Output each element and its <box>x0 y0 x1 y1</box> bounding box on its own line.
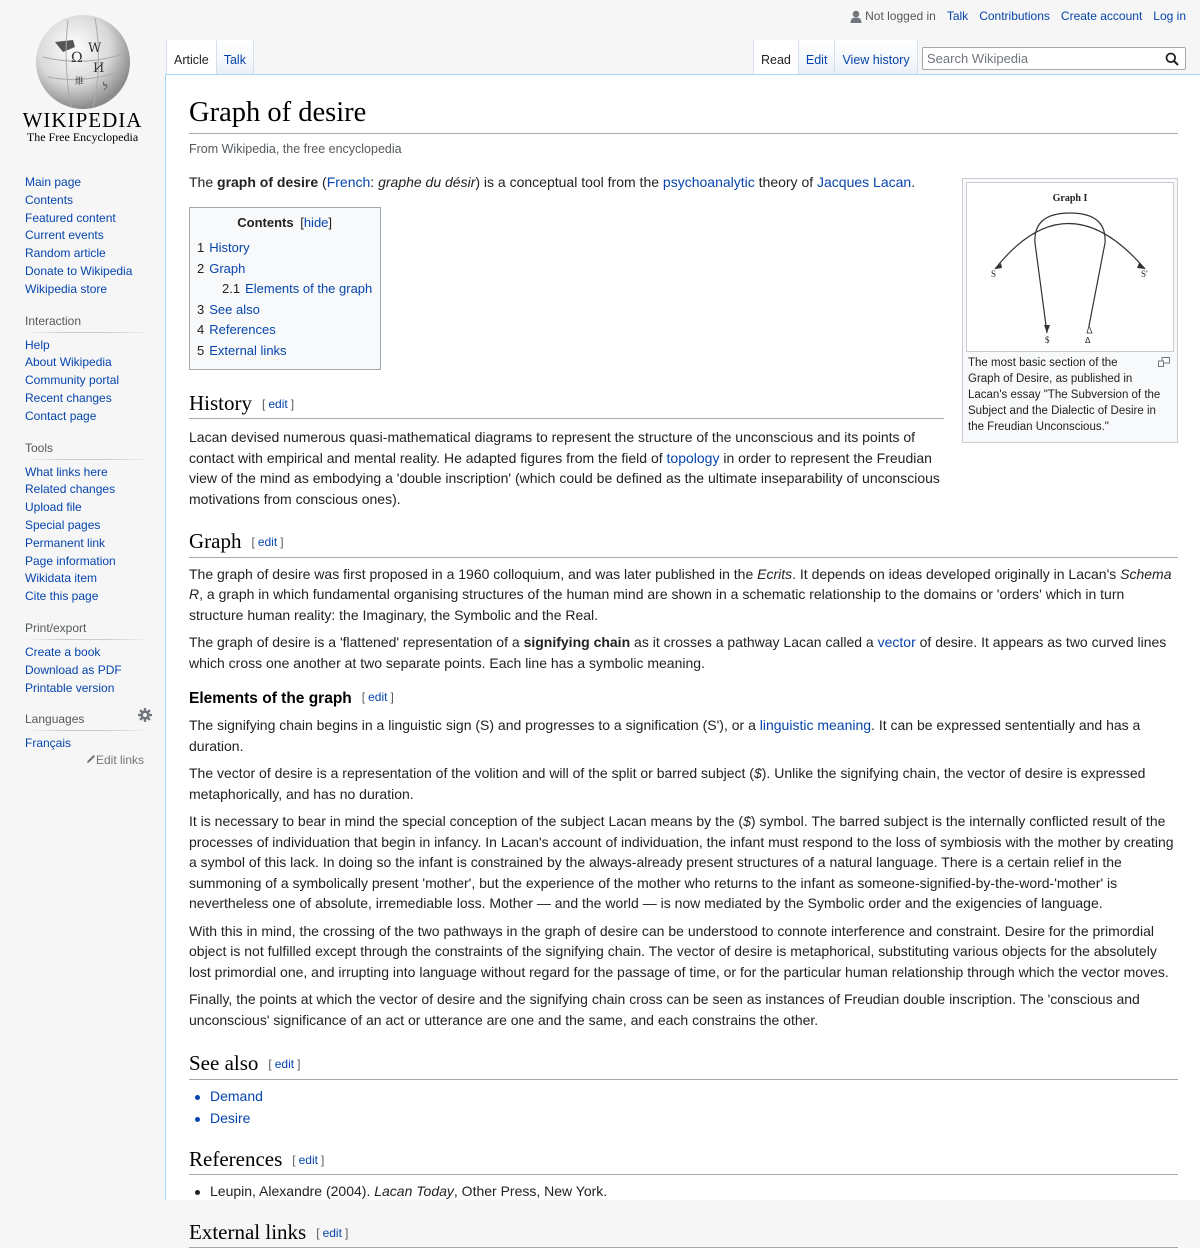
graph-paragraph-1: The graph of desire was first proposed in a 1960 colloquium, and was later published in the Ecrits. It depends on ideas developed originally in Lacan's Schema R, a graph in which fundamental organising structures of the human mind are shown in a schematic relationship to the domains or 'orders' which in turn structure human reality: the Imaginary, the Symbolic and the Real. <box>189 565 1172 623</box>
sidebar-item-community-portal[interactable]: Community portal <box>25 373 120 388</box>
wikipedia-globe-icon <box>33 12 133 112</box>
tab-article[interactable]: Article <box>166 40 217 74</box>
wikipedia-tagline: The Free Encyclopedia <box>26 130 139 144</box>
sidebar-item-page-information[interactable]: Page information <box>25 553 116 568</box>
toc-item-elements-of-the-graph[interactable]: 2.1 Elements of the graph <box>222 281 373 297</box>
graph-paragraph-2: The graph of desire is a 'flattened' representation of a signifying chain as it crosses a pathway Lacan called a vector of desire. It appears as two curved lines which cross one another at two separate points. Each line has a symbolic meaning. <box>189 634 1167 671</box>
figure-thumbnail <box>962 178 1178 443</box>
sidebar-item-download-pdf[interactable]: Download as PDF <box>25 662 122 677</box>
jacques-lacan-link[interactable]: Jacques Lacan <box>817 173 912 190</box>
talk-link[interactable]: Talk <box>946 9 969 23</box>
sidebar-item-contents[interactable]: Contents <box>25 192 74 207</box>
svg-text:S': S' <box>1141 269 1148 279</box>
sidebar-item-about[interactable]: About Wikipedia <box>25 355 112 370</box>
svg-text:S: S <box>991 269 997 279</box>
search-input[interactable] <box>922 47 1186 70</box>
edit-graph-link[interactable]: edit <box>257 535 278 550</box>
sidebar-heading-tools: Tools <box>25 441 150 460</box>
sidebar-item-printable-version[interactable]: Printable version <box>25 680 115 695</box>
svg-text:維: 維 <box>75 77 85 87</box>
sidebar-item-create-book[interactable]: Create a book <box>25 644 101 659</box>
elements-paragraph-3: It is necessary to bear in mind the special conception of the subject Lacan means by the ($) symbol. The barred subject is the internally conflicted result of the processes of individuation that begin in infancy. In Lacan's account of individuation, the infant must respond to the loss of symbiosis with the mother by creating a symbol of this lack. In doing so the infant is constrained by the always-already present structures of a natural language. There is a certain relief in the summoning of a symbolically present 'mother', but the experience of the mother who returns to the infant as someone-signified-by-the-word-'mother' is nevertheless one of absolute, irremediable loss. Mother — and the world — is now mediated by the Symbolic order and the exigencies of language. <box>189 813 1174 912</box>
svg-text:И: И <box>93 61 105 76</box>
edit-elements-link[interactable]: edit <box>368 690 388 705</box>
log-in-link[interactable]: Log in <box>1153 9 1186 23</box>
edit-see-also-link[interactable]: edit <box>274 1057 295 1072</box>
sidebar-print-export <box>25 621 150 697</box>
sidebar-heading-languages <box>25 712 150 731</box>
elements-paragraph-4: With this in mind, the crossing of the two pathways in the graph of desire can be understood to connote interference and constraint. Desire for the primordial object is not fulfilled except through the constraints of the signifying chain. The vector of desire is metaphorical, substituting various objects for the absolutely lost primordial one, and irrupting into language without regard for the passage of time, or for the particular human relationship through which the vector moves. <box>189 922 1169 980</box>
sidebar-item-related-changes[interactable]: Related changes <box>25 482 116 497</box>
sidebar-heading-interaction: Interaction <box>25 314 150 333</box>
tab-view-history[interactable]: View history <box>835 40 917 74</box>
history-paragraph: Lacan devised numerous quasi-mathematical diagrams to represent the structure of the unconscious and its points of contact with empirical and mental reality. He adapted figures from the field of topology in order to represent the Freudian view of the mind as embodying a 'double inscription' (which could be defined as the ultimate inseparability of unconscious motivations from conscious ones). <box>189 429 940 507</box>
svg-text:Graph I: Graph I <box>1052 193 1088 204</box>
toc-item-references[interactable]: 4 References <box>197 322 276 338</box>
contributions-link[interactable]: Contributions <box>979 9 1050 23</box>
search-placeholder: Search Wikipedia <box>927 51 1029 66</box>
list-item <box>210 1108 1178 1129</box>
psychoanalytic-link[interactable]: psychoanalytic <box>662 173 755 190</box>
lead-paragraph: The graph of desire (French: graphe du désir) is a conceptual tool from the psychoanalytic theory of Jacques Lacan. <box>189 173 916 190</box>
sidebar-item-upload-file[interactable]: Upload file <box>25 500 82 515</box>
elements-paragraph-5: Finally, the points at which the vector of desire and the signifying chain cross can be seen as instances of Freudian double inscription. The 'conscious and unconscious' significance of an act or utterance are one and the same, and each constrains the other. <box>189 991 1140 1028</box>
figure-caption: The most basic section of the Graph of Desire, as published in Lacan's essay "The Subversion of the Subject and the Dialectic of Desire in the Freudian Unconscious." <box>966 352 1174 439</box>
sidebar-item-contact-page[interactable]: Contact page <box>25 408 97 423</box>
sidebar-item-current-events[interactable]: Current events <box>25 228 104 243</box>
french-link[interactable]: French <box>326 173 371 190</box>
sidebar-item-help[interactable]: Help <box>25 337 50 352</box>
sidebar-interaction <box>25 314 150 426</box>
sidebar-heading-print-export: Print/export <box>25 621 150 640</box>
toc-item-graph[interactable]: 2 Graph <box>197 260 246 276</box>
section-heading-graph: Graph [ edit ] <box>189 528 1178 557</box>
edit-links-button[interactable] <box>25 753 150 767</box>
edit-external-links-link[interactable]: edit <box>322 1225 342 1240</box>
toc-hide-toggle[interactable]: hide <box>303 215 329 231</box>
sidebar-item-what-links-here[interactable]: What links here <box>25 464 108 479</box>
section-heading-history: History [ edit ] <box>189 390 944 419</box>
sidebar <box>25 174 150 767</box>
toc-item-external-links[interactable]: 5 External links <box>197 342 287 358</box>
svg-text:W: W <box>88 41 102 56</box>
vector-link[interactable]: vector <box>877 634 916 651</box>
page-title: Graph of desire <box>189 75 1178 134</box>
toc-item-history[interactable]: 1 History <box>197 240 250 256</box>
toc-item-see-also[interactable]: 3 See also <box>197 301 260 317</box>
tab-edit[interactable]: Edit <box>799 40 836 74</box>
section-heading-elements-of-the-graph: Elements of the graph [ edit ] <box>189 690 394 708</box>
svg-text:ל: ל <box>103 82 108 93</box>
not-logged-in-label: Not logged in <box>865 9 936 23</box>
gear-icon[interactable] <box>138 708 152 722</box>
references-list <box>189 1181 1178 1202</box>
wikipedia-wordmark: WIKIPEDIA <box>22 108 143 132</box>
sidebar-item-special-pages[interactable]: Special pages <box>25 517 101 532</box>
sidebar-languages <box>25 712 150 767</box>
user-icon <box>850 10 862 23</box>
search-icon[interactable] <box>1165 52 1179 66</box>
view-tabs <box>753 40 918 74</box>
sidebar-item-main-page[interactable]: Main page <box>25 175 82 189</box>
list-item: Leupin, Alexandre (2004). Lacan Today, Other Press, New York. <box>210 1181 1178 1202</box>
sidebar-item-featured-content[interactable]: Featured content <box>25 210 116 225</box>
languages-heading-label: Languages <box>25 712 85 727</box>
content-area <box>165 74 1200 1244</box>
sidebar-item-donate[interactable]: Donate to Wikipedia <box>25 263 133 278</box>
namespace-tabs <box>166 40 254 74</box>
svg-text:Δ: Δ <box>1085 336 1091 345</box>
sidebar-item-permanent-link[interactable]: Permanent link <box>25 535 106 550</box>
sidebar-item-random-article[interactable]: Random article <box>25 246 106 261</box>
topology-link[interactable]: topology <box>666 449 720 466</box>
elements-paragraph-2: The vector of desire is a representation of the volition and will of the split or barred subject ($). Unlike the signifying chain, the vector of desire is expressed metaphorically, and has no duration. <box>189 765 1146 802</box>
section-heading-external-links: External links [ edit ] <box>189 1219 1178 1248</box>
sidebar-navigation <box>25 174 150 299</box>
toc-title: Contents [hide] <box>237 215 333 231</box>
sidebar-item-language-francais[interactable]: Français <box>25 736 72 751</box>
sidebar-item-wikidata-item[interactable]: Wikidata item <box>25 571 98 586</box>
svg-text:Ω: Ω <box>71 50 83 66</box>
edit-links-label: Edit links <box>95 753 144 768</box>
tab-talk[interactable]: Talk <box>217 40 254 74</box>
graph-i-image[interactable] <box>966 182 1174 352</box>
create-account-link[interactable]: Create account <box>1060 9 1143 23</box>
sidebar-item-store[interactable]: Wikipedia store <box>25 281 108 296</box>
list-item <box>210 1086 1178 1107</box>
site-subtitle: From Wikipedia, the free encyclopedia <box>189 141 402 156</box>
svg-text:$: $ <box>1045 335 1050 345</box>
section-heading-see-also: See also [ edit ] <box>189 1050 1178 1079</box>
edit-references-link[interactable]: edit <box>298 1152 318 1167</box>
personal-tools <box>850 9 1186 23</box>
demand-link[interactable]: Demand <box>210 1087 263 1104</box>
edit-history-link[interactable]: edit <box>268 397 288 412</box>
sidebar-item-recent-changes[interactable]: Recent changes <box>25 390 112 405</box>
linguistic-meaning-link[interactable]: linguistic meaning <box>759 717 872 734</box>
section-heading-references: References [ edit ] <box>189 1146 1178 1175</box>
enlarge-icon[interactable] <box>1158 357 1170 367</box>
table-of-contents <box>189 207 381 370</box>
see-also-list <box>189 1086 1178 1129</box>
wikipedia-logo[interactable] <box>0 0 165 160</box>
sidebar-item-cite-this-page[interactable]: Cite this page <box>25 589 99 604</box>
not-logged-in-status <box>850 9 936 23</box>
tab-read[interactable]: Read <box>753 40 799 74</box>
elements-paragraph-1: The signifying chain begins in a linguistic sign (S) and progresses to a signification (S'), or a linguistic meaning. It can be expressed sententially and has a duration. <box>189 717 1141 754</box>
sidebar-tools <box>25 441 150 606</box>
pencil-icon <box>86 754 96 764</box>
graph-of-desire-diagram <box>967 183 1173 351</box>
desire-link[interactable]: Desire <box>210 1110 251 1127</box>
